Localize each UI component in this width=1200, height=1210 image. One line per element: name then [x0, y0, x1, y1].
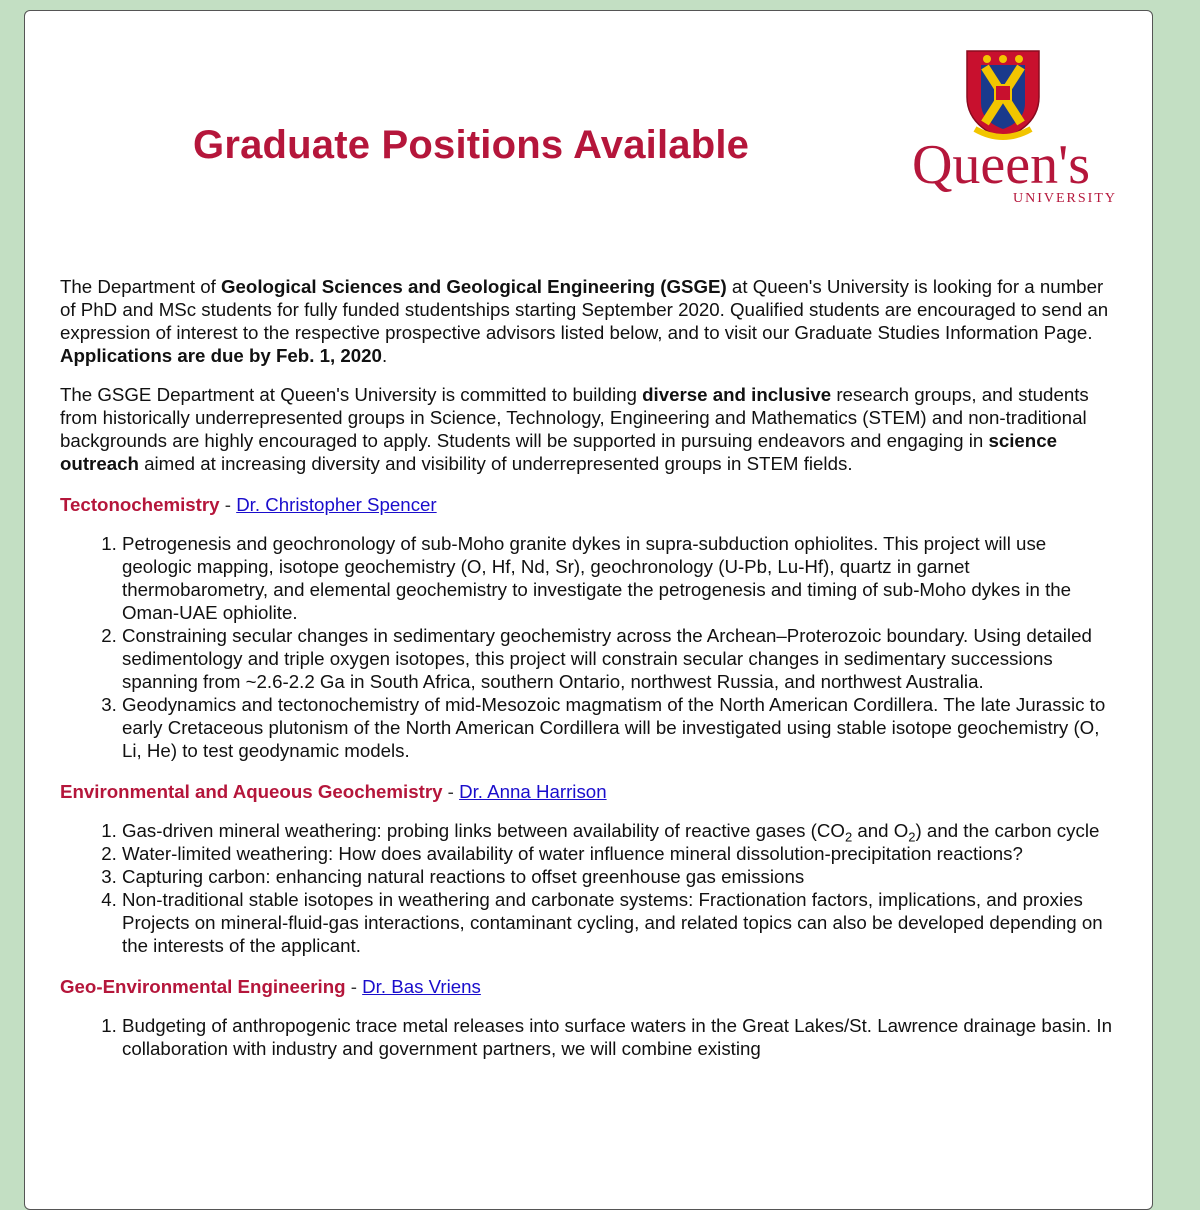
outreach-emphasis: science outreach	[60, 430, 1058, 474]
item-text: Gas-driven mineral weathering: probing links between availability of reactive gases (CO	[122, 820, 845, 841]
list-item: 3. Capturing carbon: enhancing natural reactions to offset greenhouse gas emissions	[122, 865, 1120, 888]
logo-wordmark: Queen's	[911, 134, 1091, 196]
advisor-link-vriens[interactable]: Dr. Bas Vriens	[362, 976, 481, 997]
separator: -	[345, 976, 363, 997]
project-list-tectonochemistry	[60, 532, 1120, 762]
queens-university-logo[interactable]	[881, 45, 1121, 215]
list-item: 2. Constraining secular changes in sedimentary geochemistry across the Archean–Proterozoic boundary. Using detailed sedimentology and triple oxygen isotopes, this project will constrain secular changes in sedimentary successions spanning from ~2.6-2.2 Ga in South Africa, southern Ontario, northwest Russia, and northwest Australia.	[122, 624, 1120, 693]
section-heading-tectonochemistry	[60, 493, 1120, 516]
list-item: 2. Water-limited weathering: How does availability of water influence mineral dissolution-precipitation reactions?	[122, 842, 1120, 865]
list-item: 3. Geodynamics and tectonochemistry of mid-Mesozoic magmatism of the North American Cordillera. The late Jurassic to early Cretaceous plutonism of the North American Cordillera will be investigated using stable isotope geochemistry (O, Li, He) to test geodynamic models.	[122, 693, 1120, 762]
subscript: 2	[908, 829, 916, 845]
page-title: Graduate Positions Available	[193, 123, 750, 167]
separator: -	[442, 781, 460, 802]
deadline-text: Applications are due by Feb. 1, 2020	[60, 345, 382, 366]
list-item	[122, 819, 1120, 845]
diversity-paragraph	[60, 383, 1120, 475]
separator: -	[219, 494, 237, 515]
main-content	[60, 275, 1120, 1060]
item-text: and O	[852, 820, 909, 841]
list-item: 4. Non-traditional stable isotopes in weathering and carbonate systems: Fractionation factors, implications, and proxies Projects on mineral-fluid-gas interactions, contaminant cycling, and related topics can also be developed depending on the interests of the applicant.	[122, 888, 1120, 957]
project-list-environmental	[60, 819, 1120, 957]
section-title: Environmental and Aqueous Geochemistry	[60, 781, 443, 802]
advisor-link-spencer[interactable]: Dr. Christopher Spencer	[236, 494, 437, 515]
diversity-emphasis: diverse and inclusive	[642, 384, 832, 405]
section-title: Tectonochemistry	[60, 494, 220, 515]
subscript: 2	[844, 829, 853, 845]
page-card	[24, 10, 1153, 1210]
list-item: 1. Petrogenesis and geochronology of sub-Moho granite dykes in supra-subduction ophiolites. This project will use geologic mapping, isotope geochemistry (O, Hf, Nd, Sr), geochronology (U-Pb, Lu-Hf), quartz in garnet thermobarometry, and elemental geochemistry to investigate the petrogenesis and timing of sub-Moho dykes in the Oman-UAE ophiolite.	[122, 532, 1120, 624]
department-name: Geological Sciences and Geological Engineering (GSGE)	[221, 276, 727, 297]
section-title: Geo-Environmental Engineering	[60, 976, 346, 997]
logo-subtitle: UNIVERSITY	[1013, 191, 1117, 206]
diversity-text: The GSGE Department at Queen's University is committed to building	[60, 384, 643, 405]
list-item: 1. Budgeting of anthropogenic trace metal releases into surface waters in the Great Lakes/St. Lawrence drainage basin. In collaboration with industry and government partners, we will combine existing	[122, 1014, 1120, 1060]
intro-text: at Queen's University is looking for a number of PhD and MSc students for fully funded studentships starting September 2020. Qualified students are encouraged to send an expression of interest to the respective prospective advisors listed below, and to visit our Graduate Studies Information Page.	[60, 276, 1109, 343]
diversity-text: research groups, and students from historically underrepresented groups in Science, Technology, Engineering and Mathematics (STEM) and non-traditional backgrounds are highly encouraged to apply. Students will be supported in pursuing endeavors and engaging in	[60, 384, 1089, 451]
diversity-text: aimed at increasing diversity and visibility of underrepresented groups in STEM fields.	[138, 453, 853, 474]
section-heading-environmental	[60, 780, 1120, 803]
section-heading-geo-environmental	[60, 975, 1120, 998]
crest-icon	[881, 45, 1121, 145]
item-text: ) and the carbon cycle	[915, 820, 1100, 841]
intro-paragraph	[60, 275, 1120, 367]
intro-text: .	[381, 345, 388, 366]
project-list-geo-environmental	[60, 1014, 1120, 1060]
intro-text: The Department of	[60, 276, 221, 297]
advisor-link-harrison[interactable]: Dr. Anna Harrison	[459, 781, 607, 802]
